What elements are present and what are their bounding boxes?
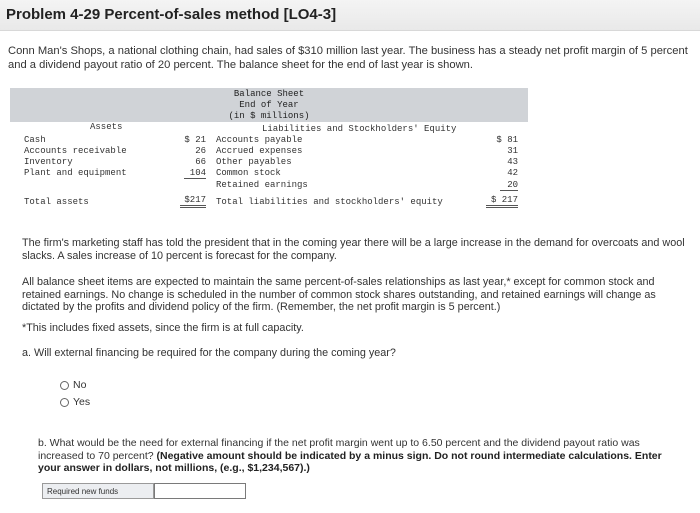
- liability-label: Accrued expenses: [216, 146, 303, 156]
- liability-value: 42: [507, 168, 518, 178]
- asset-value: 104: [184, 168, 206, 179]
- assumptions-paragraph: All balance sheet items are expected to maintain the same percent-of-sales relationships as last year,* except for common stock and retained earnings. No change is scheduled in the number of common stock shares outstanding, and retained earnings will change as dictated by the profits and dividend policy of the firm. (Remember, the net profit margin is 5 percent.): [22, 276, 656, 313]
- marketing-paragraph: The firm's marketing staff has told the president that in the coming year there will be a large increase in the demand for overcoats and wool slacks. A sales increase of 10 percent is forecast for the company.: [22, 237, 685, 262]
- asset-label: Plant and equipment: [24, 168, 127, 178]
- total-liabilities-label: Total liabilities and stockholders' equity: [216, 197, 443, 207]
- title-bar: [0, 0, 700, 31]
- asset-label: Accounts receivable: [24, 146, 127, 156]
- required-new-funds-input[interactable]: [154, 483, 246, 499]
- assets-heading: Assets: [90, 122, 123, 132]
- question-b-instructions: (Negative amount should be indicated by a minus sign. Do not round intermediate calculations. Enter your answer in dollars, not millions, (e.g., $1,234,567).): [38, 449, 662, 474]
- total-assets-label: Total assets: [24, 197, 89, 207]
- asset-label: Cash: [24, 135, 46, 145]
- balance-sheet-units: (in $ millions): [228, 111, 310, 121]
- option-label: No: [73, 379, 87, 391]
- footnote: *This includes fixed assets, since the firm is at full capacity.: [22, 322, 304, 334]
- liability-label: Common stock: [216, 168, 281, 178]
- liability-value: 20: [500, 180, 518, 191]
- page-title: Problem 4-29 Percent-of-sales method [LO4-3]: [6, 6, 337, 23]
- asset-value: 26: [195, 146, 206, 156]
- liability-label: Retained earnings: [216, 180, 308, 190]
- required-new-funds-label: Required new funds: [42, 483, 154, 499]
- total-liabilities-value: $ 217: [486, 195, 518, 208]
- question-b: [38, 437, 668, 475]
- option-yes[interactable]: [60, 396, 90, 408]
- liability-label: Accounts payable: [216, 135, 303, 145]
- problem-intro: Conn Man's Shops, a national clothing chain, had sales of $310 million last year. The business has a steady net profit margin of 5 percent and a dividend payout ratio of 20 percent. The balance sheet for the end of last year is shown.: [8, 45, 688, 71]
- radio-button[interactable]: [60, 381, 69, 390]
- radio-button[interactable]: [60, 398, 69, 407]
- question-a: a. Will external financing be required for the company during the coming year?: [22, 347, 396, 359]
- liability-value: 31: [507, 146, 518, 156]
- liability-value: 43: [507, 157, 518, 167]
- question-b-text: b. What would be the need for external financing if the net profit margin went up to 6.50 percent and the dividend payout ratio was increased to 70 percent?: [38, 437, 640, 462]
- asset-label: Inventory: [24, 157, 73, 167]
- option-no[interactable]: [60, 379, 86, 391]
- liability-value: $ 81: [496, 135, 518, 145]
- balance-sheet-period: End of Year: [239, 100, 299, 110]
- liability-label: Other payables: [216, 157, 292, 167]
- asset-value: $ 21: [184, 135, 206, 145]
- total-assets-value: $217: [180, 195, 206, 208]
- option-label: Yes: [73, 396, 91, 408]
- asset-value: 66: [195, 157, 206, 167]
- balance-sheet-title: Balance Sheet: [233, 89, 305, 99]
- liabilities-heading: Liabilities and Stockholders' Equity: [262, 124, 457, 134]
